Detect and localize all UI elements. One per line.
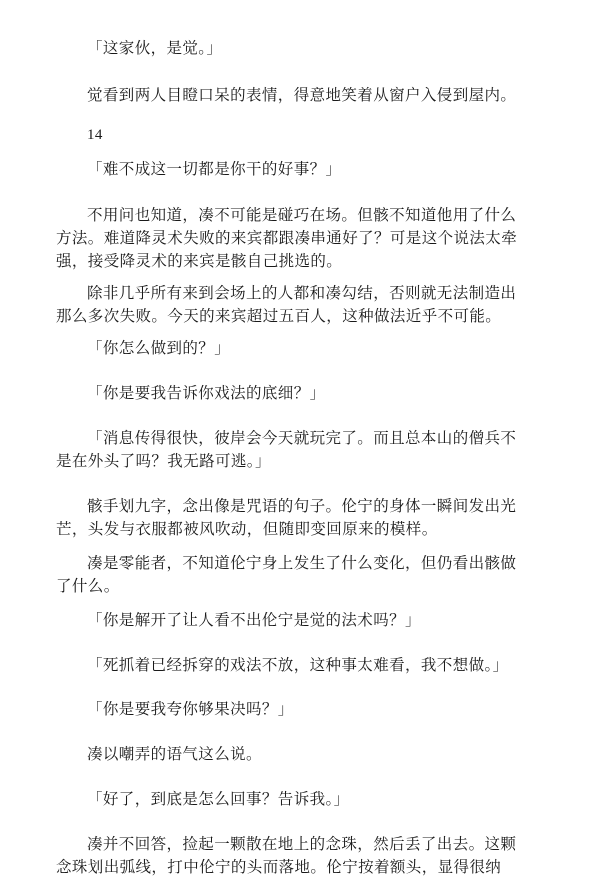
text-line: 除非几乎所有来到会场上的人都和凑勾结，否则就无法制造出 — [87, 284, 517, 302]
text-line: 了什么。 — [56, 577, 120, 595]
text-line: 凑以嘲弄的语气这么说。 — [87, 745, 262, 763]
paragraph-dialogue — [87, 654, 549, 677]
text-line: 「你是解开了让人看不出伦宁是觉的法术吗？」 — [87, 611, 421, 629]
text-line: 是在外头了吗？我无路可逃。」 — [56, 452, 271, 470]
text-line: 芒，头发与衣服都被风吹动，但随即变回原来的模样。 — [56, 520, 438, 538]
text-line: 「你是要我告诉你戏法的底细？」 — [87, 384, 326, 402]
text-line: 那么多次失败。今天的来宾超过五百人，这种做法近乎不可能。 — [56, 307, 502, 325]
paragraph-narration — [56, 552, 549, 598]
paragraph-dialogue — [87, 698, 549, 721]
paragraph-dialogue — [87, 158, 549, 181]
text-line: 觉看到两人目瞪口呆的表情，得意地笑着从窗户入侵到屋内。 — [87, 86, 517, 104]
paragraph-narration — [56, 204, 549, 273]
text-line: 凑是零能者，不知道伦宁身上发生了什么变化，但仍看出骸做 — [87, 554, 517, 572]
paragraph-narration — [87, 84, 549, 107]
text-line: 「好了，到底是怎么回事？告诉我。」 — [87, 790, 350, 808]
paragraph-dialogue — [87, 337, 549, 360]
paragraph-dialogue — [87, 382, 549, 405]
text-line: 骸手划九字，念出像是咒语的句子。伦宁的身体一瞬间发出光 — [87, 497, 517, 515]
paragraph-dialogue — [56, 427, 549, 473]
section-number — [87, 124, 549, 147]
paragraph-narration — [87, 743, 549, 766]
paragraph-dialogue — [87, 37, 549, 60]
text-line: 念珠划出弧线，打中伦宁的头而落地。伦宁按着额头，显得很纳 — [56, 858, 502, 876]
text-line: 不用问也知道，凑不可能是碰巧在场。但骸不知道他用了什么 — [87, 206, 517, 224]
paragraph-narration — [56, 833, 549, 879]
paragraph-narration — [56, 282, 549, 328]
text-line: 14 — [87, 127, 103, 143]
text-line: 「难不成这一切都是你干的好事？」 — [87, 160, 342, 178]
text-line: 「你是要我夸你够果决吗？」 — [87, 700, 294, 718]
text-line: 凑并不回答，捡起一颗散在地上的念珠，然后丢了出去。这颗 — [87, 835, 517, 853]
text-line: 强，接受降灵术的来宾是骸自己挑选的。 — [56, 252, 343, 270]
text-line: 「死抓着已经拆穿的戏法不放，这种事太难看，我不想做。」 — [87, 656, 509, 674]
paragraph-narration — [56, 495, 549, 541]
paragraph-dialogue — [87, 609, 549, 632]
text-line: 「这家伙，是觉。」 — [87, 39, 223, 57]
text-line: 「消息传得很快，彼岸会今天就玩完了。而且总本山的僧兵不 — [87, 429, 517, 447]
text-line: 方法。难道降灵术失败的来宾都跟凑串通好了？可是这个说法太牵 — [56, 229, 518, 247]
text-line: 「你怎么做到的？」 — [87, 339, 231, 357]
paragraph-dialogue — [87, 788, 549, 811]
